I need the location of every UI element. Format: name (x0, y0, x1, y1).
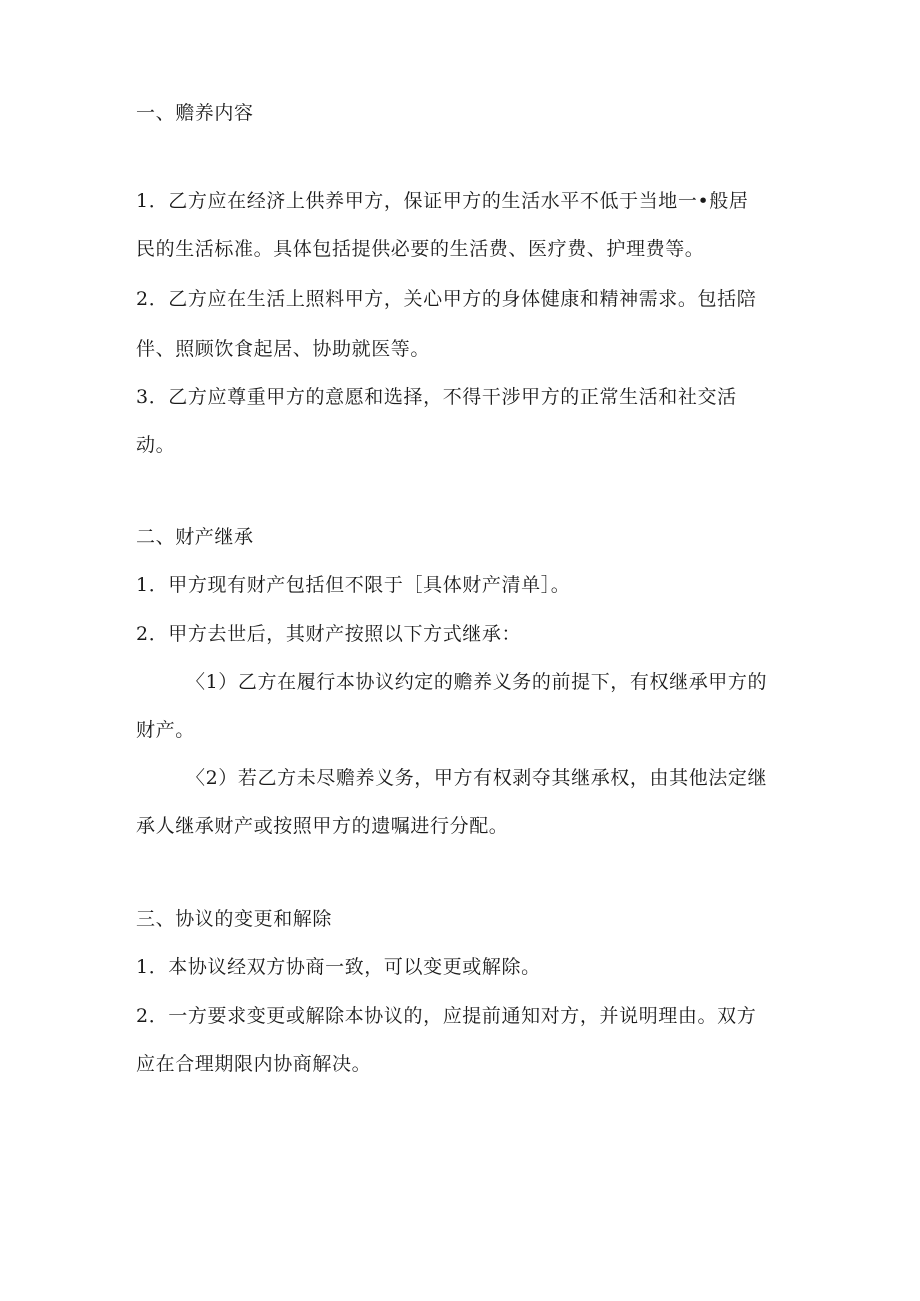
paragraph-line: 动。 (136, 434, 176, 456)
paragraph-line: 2．甲方去世后，其财产按照以下方式继承： (136, 623, 522, 645)
paragraph-line: 1．甲方现有财产包括但不限于［具体财产清单］。 (136, 574, 571, 596)
section-heading-3: 三、协议的变更和解除 (136, 908, 333, 930)
section-heading-2: 二、财产继承 (136, 526, 254, 548)
sub-clause-line: 〈1）乙方在履行本协议约定的赡养义务的前提下，有权继承甲方的 (186, 671, 768, 693)
paragraph-line: 承人继承财产或按照甲方的遗嘱进行分配。 (136, 815, 509, 837)
paragraph-line: 民的生活标准。具体包括提供必要的生活费、医疗费、护理费等。 (136, 238, 705, 260)
paragraph-line: 伴、照顾饮食起居、协助就医等。 (136, 338, 431, 360)
paragraph-line: 1．乙方应在经济上供养甲方，保证甲方的生活水平不低于当地一•般居 (136, 190, 749, 212)
paragraph-line: 财产。 (136, 719, 195, 741)
sub-clause-line: 〈2）若乙方未尽赡养义务，甲方有权剥夺其继承权，由其他法定继 (186, 767, 768, 789)
paragraph-line: 2．一方要求变更或解除本协议的，应提前通知对方，并说明理由。双方 (136, 1005, 757, 1027)
paragraph-line: 1．本协议经双方协商一致，可以变更或解除。 (136, 956, 541, 978)
section-heading-1: 一、赡养内容 (136, 102, 254, 124)
paragraph-line: 2．乙方应在生活上照料甲方，关心甲方的身体健康和精神需求。包括陪 (136, 288, 757, 310)
paragraph-line: 应在合理期限内协商解决。 (136, 1053, 372, 1075)
paragraph-line: 3．乙方应尊重甲方的意愿和选择，不得干涉甲方的正常生活和社交活 (136, 386, 737, 408)
